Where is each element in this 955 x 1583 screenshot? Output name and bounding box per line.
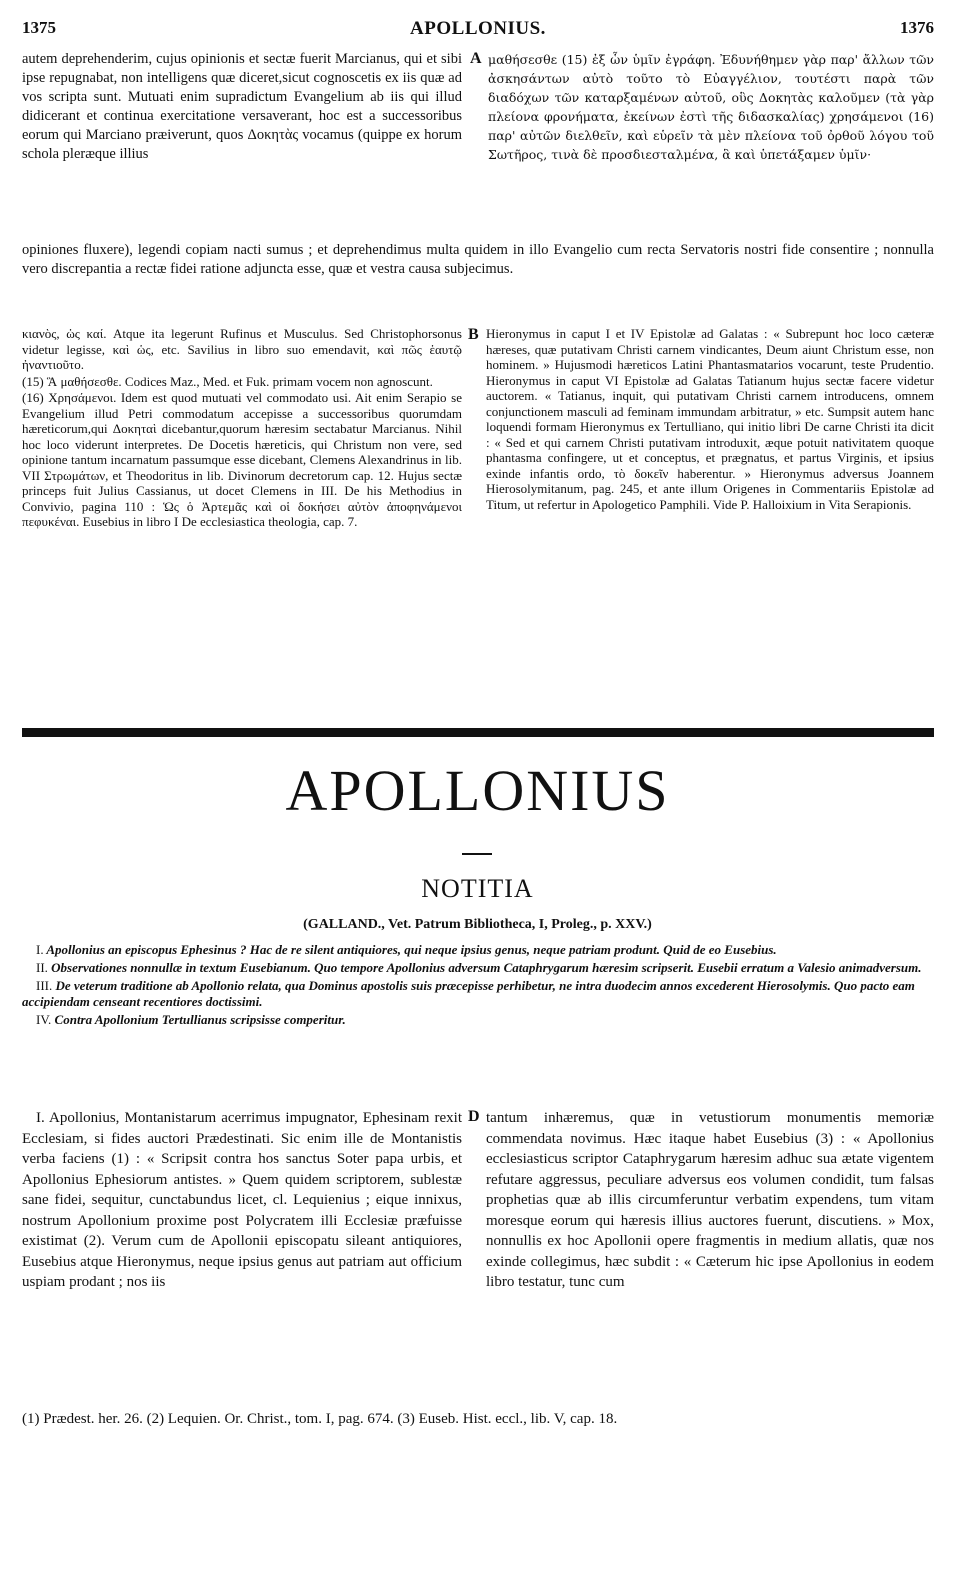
- top-right-column: [488, 50, 934, 240]
- section-title: APOLLONIUS: [285, 758, 670, 823]
- body-left-text: I. Apollonius, Montanistarum acerrimus impugnator, Ephesinam rexit Ecclesiam, si fides auctori Prædestinati. Sic enim ille de Montanistis verba faciens (1) : « Scripsit contra hos sanctus Soter papa urbis, et Apollonius Ephesiorum antistes. » Quem quidem scriptorem, sublestæ sane fidei, sequitur, cunctabundus licet, cl. Lequienius ; eique innixus, nostrum Apollonium proxime post Polycratem illi Ecclesiæ præfuisse existimat (2). Verum cum de Apollonii episcopatu sileant antiquiores, Eusebius atque Hieronymus, neque ipsius genus aut patriam aut officium uspiam prodant ; nos iis: [22, 1110, 462, 1290]
- top-right-greek-text: μαθήσεσθε (15) ἐξ ὧν ὑμῖν ἐγράφη. Ἐδυνήθημεν γὰρ παρ' ἄλλων τῶν ἀσκησάντων αὐτὸ τοῦτο τὸ Εὐαγγέλιον, τουτέστι παρὰ τῶν διαδόχων τῶν καταρξαμένων αὐτοῦ, οὓς Δοκητὰς καλοῦμεν (τὰ γὰρ πλείονα φρονήματα, ἐκείνων ἐστὶ τῆς διδασκαλίας) χρησάμενοι (16) παρ' αὐτῶν διελθεῖν, καὶ εὑρεῖν τὰ μὲν πλείονα τοῦ ὀρθοῦ λόγου τοῦ Σωτῆρος, τινὰ δὲ προσδιεσταλμένα, ἃ καὶ ὑπετάξαμεν ὑμῖν·: [488, 52, 934, 162]
- top-left-column: [22, 50, 462, 240]
- running-header: [22, 14, 934, 44]
- top-full-text: opiniones fluxere), legendi copiam nacti sumus ; et deprehendimus multa quidem in illo Evangelio cum recta Servatoris nostri fide consentire ; nonnulla vero discrepantia a rectæ fidei ratione adjuncta esse, quæ et vestra causa subjecimus.: [22, 242, 934, 277]
- note-item: κιανὸς, ὡς καί. Atque ita legerunt Rufinus et Musculus. Sed Christophorsonus videtur legisse, καὶ ὡς, etc. Savilius in libro suo emendavit, καὶ πῶς ἑαυτῷ ἠναντιοῦτο.: [22, 326, 462, 372]
- notes-left-column: [22, 326, 462, 716]
- note-item: (15) Ἃ μαθήσεσθε. Codices Maz., Med. et Fuk. primam vocem non agnoscunt.: [22, 373, 433, 389]
- running-title: APOLLONIUS.: [410, 18, 546, 39]
- summary-number: III.: [36, 978, 53, 993]
- summary-text: Apollonius an episcopus Ephesinus ? Hac de re silent antiquiores, qui neque ipsius genus, neque patriam produnt. Quid de eo Eusebius.: [46, 942, 777, 957]
- footnotes: [22, 1410, 934, 1429]
- summary-item: [22, 942, 934, 958]
- summary-text: De veterum traditione ab Apollonio relata, qua Dominus apostolis suis præcepisse perhibetur, ne intra duodecim annos excederent Hierosolymis. Quo pacto eam accipiendam censeant recentiores doctissimi.: [22, 978, 915, 1009]
- section-subtitle: NOTITIA: [421, 874, 534, 903]
- notes-right-column: [486, 326, 934, 716]
- source-citation: (GALLAND., Vet. Patrum Bibliotheca, I, Proleg., p. XXV.): [303, 917, 652, 932]
- body-right-text: tantum inhæremus, quæ in vetustiorum monumentis memoriæ commendata novimus. Hæc itaque habet Eusebius (3) : « Apollonius ecclesiasticus scriptor Cataphrygarum hæresim adhuc sua ætate vigentem refutare aggressus, peculiare adversus eos volumen condidit, tum falsas prophetias quæ ab illis circumferuntur verbatim expendens, tum vitam moresque eorum qui hæresis illius auctores fuerunt, discutiens. » Mox, nonnullis ex hoc Apollonii opere fragmentis in medium allatis, quæ nos exinde collegimus, hæc subdit : « Cæterum hic ipse Apollonius in eodem libro testatur, tunc cum: [486, 1110, 934, 1290]
- page-number-right: 1376: [900, 18, 934, 37]
- title-dash: [462, 853, 492, 855]
- body-right-column: [486, 1108, 934, 1404]
- body-left-column: [22, 1108, 462, 1404]
- summary-number: I.: [36, 942, 44, 957]
- summary-list: [22, 942, 934, 1030]
- summary-text: Contra Apollonium Tertullianus scripsisse comperitur.: [54, 1012, 346, 1027]
- note-right-text: Hieronymus in caput I et IV Epistolæ ad Galatas : « Subrepunt hoc loco cæteræ hæreses, quæ putativam Christi carnem vindicantes, Deum aiunt Christum esse, non hominem. » Hujusmodi hæreticos Latini Phantasmatarios vocarunt, teste Prudentio. Hieronymus in caput VI Epistolæ ad Galatas Tatianum hujus sectæ facere videtur auctorem. « Tatianus, inquit, qui putativam Christi carnem introducens, omnem conjunctionem masculi ad feminam immundam arbitratur, » etc. Sumpsit autem hanc loquendi formam Hieronymus ex Tertulliano, qui initio libri De carne Christi ita dicit : « Sed et qui carnem Christi putativam introduxit, æque potuit nativitatem quoque phantasma confingere, ut et conceptus, et prægnatus, et partus Virginis, et ipsius exinde infantis ordo, τὸ δοκεῖν haberentur. » Hieronymus adversus Joannem Hierosolymitanum, pag. 245, et ante illum Origenes in Commentariis Epistolæ ad Titum, ut refertur in Apologetico Pamphili. Vide P. Halloixium in Vita Serapionis.: [486, 326, 934, 512]
- column-marker-d: D: [468, 1108, 480, 1125]
- top-left-text: autem deprehenderim, cujus opinionis et sectæ fuerit Marcianus, qui et sibi ipse repugnabat, non intelligens quæ diceret,sicut cognoscetis ex iis quæ ad vos scripta sunt. Mutuati enim supradictum Evangelium ab iis qui illud didicerant et continua exercitatione versaverant, hoc est a successoribus eorum qui Marciano præiverunt, quos Δοκητὰς vocamus (quippe ex horum schola pleræque illius: [22, 51, 462, 162]
- page-number-left: 1375: [22, 18, 56, 37]
- summary-item: [22, 978, 934, 1010]
- column-marker-b: B: [468, 326, 479, 343]
- top-full-paragraph: [22, 241, 934, 301]
- summary-item: [22, 960, 934, 976]
- note-item: (16) Χρησάμενοι. Idem est quod mutuati vel commodato usi. Ait enim Serapio se Evangelium illud Petri commodatum accepisse a successoribus quorumdam hæreticorum,qui Δοκηταὶ dicebantur,quorum hæresim sectabatur Marcianus. Nihil hoc loco viderunt interpretes. De Docetis hæreticis, qui Christum non vere, sed opinione tantum incarnatum passumque esse dicebant, Clemens Alexandrinus in lib. VII Στρωμάτων, et Theodoritus in lib. Divinorum decretorum cap. 12. Hujus sectæ princeps fuit Julius Cassianus, ut docet Clemens in III. De his Methodius in Convivio, pagina 110 : Ὡς ὁ Ἀρτεμᾶς καὶ οἱ δοκήσει αὐτὸν ἀποφηνάμενοι πεφυκέναι. Eusebius in libro I De ecclesiastica theologia, cap. 7.: [22, 390, 462, 529]
- summary-text: Observationes nonnullæ in textum Eusebianum. Quo tempore Apollonius adversum Cataphrygarum hæresim scripserit. Eusebii erratum a Valesio animadversum.: [51, 960, 922, 975]
- section-divider: [22, 728, 934, 737]
- footnotes-text: (1) Prædest. her. 26. (2) Lequien. Or. Christ., tom. I, pag. 674. (3) Euseb. Hist. eccl., lib. V, cap. 18.: [22, 1411, 618, 1427]
- summary-number: IV.: [36, 1012, 52, 1027]
- summary-item: [22, 1012, 934, 1028]
- column-marker-a: A: [470, 50, 482, 67]
- summary-number: II.: [36, 960, 48, 975]
